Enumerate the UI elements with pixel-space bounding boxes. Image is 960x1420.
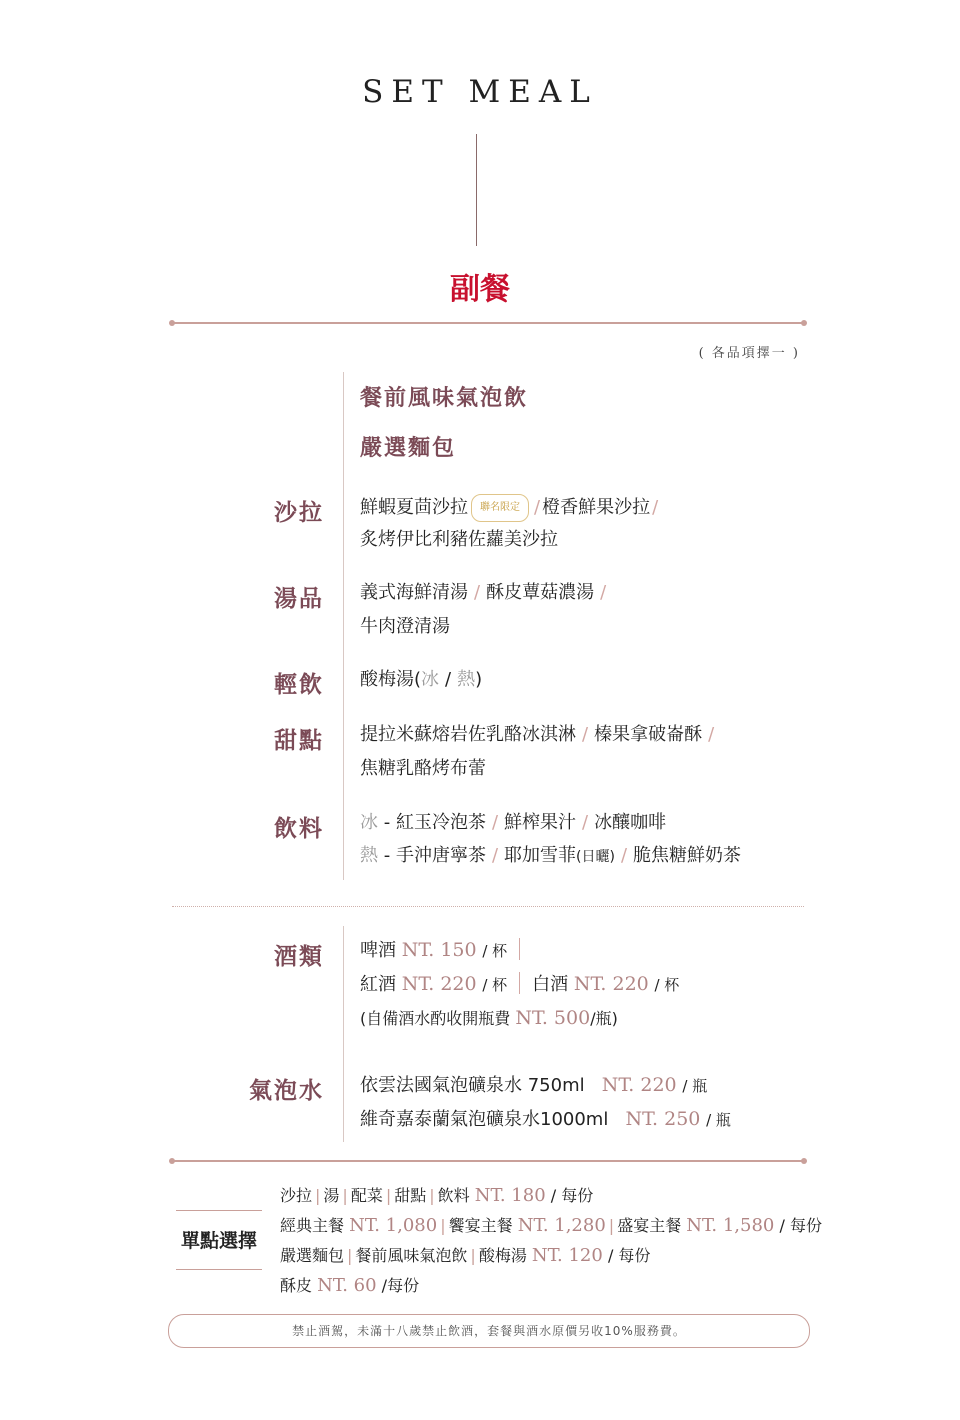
salad-line-2: 炙烤伊比利豬佐蘿美沙拉	[360, 529, 558, 550]
category-drinks: 飲料	[274, 815, 324, 842]
a-la-carte-label: 單點選擇	[180, 1230, 257, 1252]
beer-price: NT. 150	[401, 939, 477, 961]
feature-bread: 嚴選麵包	[360, 435, 457, 461]
category-sparkling-water: 氣泡水	[249, 1077, 324, 1104]
drinks-ice-line: 冰 - 紅玉冷泡茶 / 鮮榨果汁 / 冰釀咖啡	[360, 812, 667, 833]
dessert-line-1: 提拉米蘇熔岩佐乳酪冰淇淋 / 榛果拿破崙酥 /	[360, 724, 715, 745]
page-title: SET MEAL	[362, 74, 598, 110]
feature-sparkling-drink: 餐前風味氣泡飲	[360, 385, 529, 411]
soup-item: 義式海鮮清湯	[360, 582, 468, 603]
label-rule-top	[176, 1210, 262, 1211]
soup-line-2: 牛肉澄清湯	[360, 616, 450, 637]
section-title: 副餐	[450, 272, 510, 307]
red-wine-price: NT. 220	[401, 973, 477, 995]
salad-item: 鮮蝦夏茴沙拉	[360, 497, 468, 518]
category-dessert: 甜點	[274, 727, 324, 754]
collab-badge: 聯名限定	[471, 494, 529, 522]
salad-item: 橙香鮮果沙拉	[542, 497, 651, 518]
salad-line-1: 鮮蝦夏茴沙拉 聯名限定 / 橙香鮮果沙拉 /	[360, 494, 660, 522]
a-la-carte-row-2: 經典主餐 NT. 1,080 | 饗宴主餐 NT. 1,280 | 盛宴主餐 NT. 1,580 / 每份	[280, 1215, 822, 1236]
category-salad: 沙拉	[274, 499, 324, 526]
dotted-divider	[172, 906, 804, 907]
beer-line: 啤酒 NT. 150 / 杯	[360, 938, 532, 963]
column-divider-2	[343, 926, 344, 1142]
decorative-vertical-line	[476, 134, 477, 246]
section-divider	[172, 322, 804, 324]
dessert-line-2: 焦糖乳酪烤布蕾	[360, 758, 486, 779]
corkage-line: (自備酒水酌收開瓶費 NT. 500/瓶)	[360, 1007, 618, 1029]
sparkling-line-2: 維奇嘉泰蘭氣泡礦泉水1000ml NT. 250 / 瓶	[360, 1108, 731, 1130]
label-rule-bottom	[176, 1269, 262, 1270]
drinks-hot-line: 熱 - 手沖唐寧茶 / 耶加雪菲(日曬) / 脆焦糖鮮奶茶	[360, 845, 742, 866]
a-la-carte-row-1: 沙拉 | 湯 | 配菜 | 甜點 | 飲料 NT. 180 / 每份	[280, 1185, 594, 1206]
category-alcohol: 酒類	[274, 943, 324, 970]
category-soup: 湯品	[274, 585, 324, 612]
category-light-drink: 輕飲	[274, 671, 324, 698]
soup-line-1: 義式海鮮清湯 / 酥皮蕈菇濃湯 /	[360, 582, 607, 603]
soup-item: 酥皮蕈菇濃湯	[486, 582, 595, 603]
a-la-carte-divider	[172, 1160, 804, 1162]
footer-notice: 禁止酒駕，未滿十八歲禁止飲酒，套餐與酒水原價另收10%服務費。	[168, 1314, 810, 1348]
corkage-price: NT. 500	[515, 1007, 591, 1029]
wine-line: 紅酒 NT. 220 / 杯 白酒 NT. 220 / 杯	[360, 973, 680, 995]
a-la-carte-row-4: 酥皮 NT. 60 /每份	[280, 1275, 420, 1296]
sparkling-line-1: 依雲法國氣泡礦泉水 750ml NT. 220 / 瓶	[360, 1074, 708, 1096]
a-la-carte-row-3: 嚴選麵包 | 餐前風味氣泡飲 | 酸梅湯 NT. 120 / 每份	[280, 1245, 651, 1266]
white-wine-price: NT. 220	[573, 973, 649, 995]
column-divider	[343, 372, 344, 880]
light-drink-line: 酸梅湯(冰 / 熱)	[360, 669, 483, 690]
choose-one-note: ( 各品項擇一 )	[698, 346, 800, 361]
